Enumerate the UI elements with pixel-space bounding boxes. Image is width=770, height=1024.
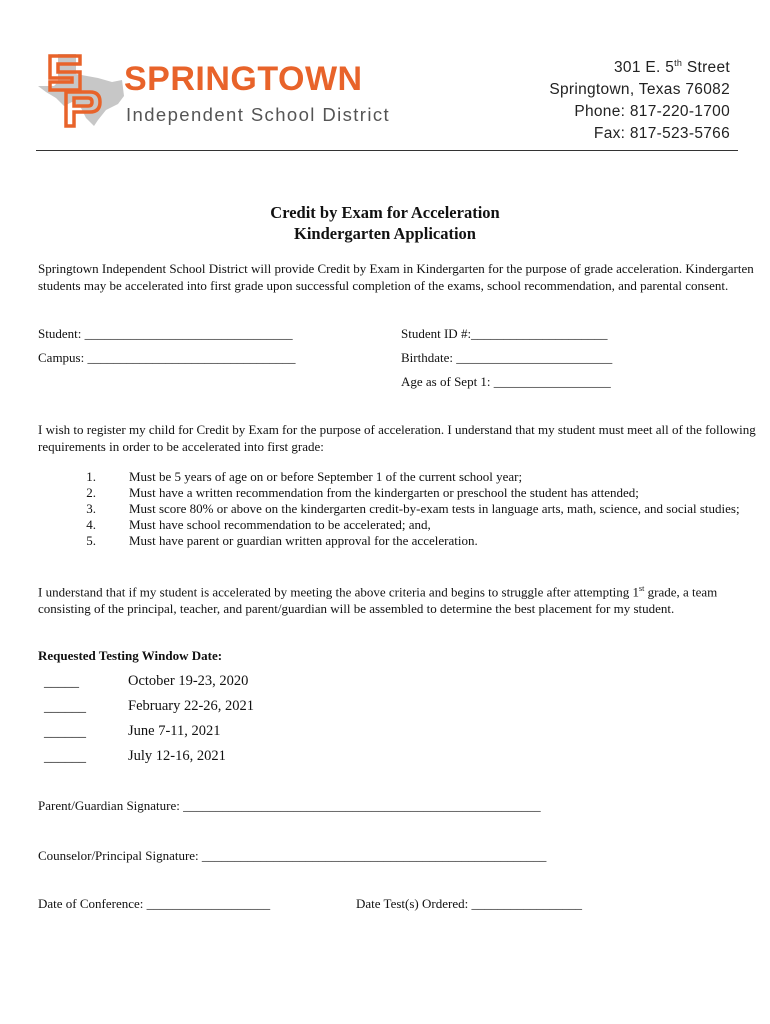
list-item: 2. Must have a written recommendation from the kindergarten or preschool the student has attended; [86, 485, 639, 500]
testing-window-heading: Requested Testing Window Date: [38, 648, 223, 663]
age-field[interactable]: Age as of Sept 1: __________________ [401, 374, 611, 389]
district-address [549, 52, 730, 145]
student-id-field[interactable]: Student ID #:_____________________ [401, 326, 608, 341]
list-item: 5. Must have parent or guardian written approval for the acceleration. [86, 533, 478, 548]
requirements-list [38, 469, 758, 549]
testing-window-checkbox-3[interactable]: ______ [44, 725, 86, 740]
title-line-1: Credit by Exam for Acceleration [270, 203, 500, 222]
logo-subtitle: Independent School District [126, 104, 391, 125]
list-item: 4. Must have school recommendation to be accelerated; and, [86, 517, 431, 532]
birthdate-field[interactable]: Birthdate: ________________________ [401, 350, 613, 365]
struggle-paragraph: I understand that if my student is accelerated by meeting the above criteria and begins to struggle after attempting 1st grade, a team consisting of the principal, teacher, and parent/guardian will be assembled to determine the best placement for my student. [38, 584, 718, 617]
testing-window-checkbox-2[interactable]: ______ [44, 700, 86, 715]
intro-paragraph: Springtown Independent School District will provide Credit by Exam in Kindergarten for the purpose of grade acceleration. Kindergarten students may be accelerated into first grade upon successful completion of the exams, school recommendation, and parental consent. [38, 261, 754, 293]
texas-star-logo-icon [36, 48, 136, 128]
counselor-signature-field[interactable]: Counselor/Principal Signature: _____________________________________________________ [38, 848, 547, 863]
conference-date-field[interactable]: Date of Conference: ___________________ [38, 896, 271, 911]
student-name-field[interactable]: Student: ________________________________ [38, 326, 293, 341]
address-city: Springtown, Texas 76082 [549, 81, 730, 99]
list-item: 3. Must score 80% or above on the kindergarten credit-by-exam tests in language arts, math, science, and social studies; [86, 501, 740, 516]
address-street: 301 E. 5th Street [613, 58, 730, 77]
testing-window-checkbox-1[interactable]: _____ [44, 675, 79, 690]
testing-window-date-1: October 19-23, 2020 [128, 673, 249, 689]
testing-window-date-3: June 7-11, 2021 [128, 723, 221, 739]
address-phone: Phone: 817-220-1700 [574, 103, 730, 121]
test-ordered-date-field[interactable]: Date Test(s) Ordered: _________________ [356, 896, 582, 911]
testing-window-date-2: February 22-26, 2021 [128, 698, 255, 714]
document-title [0, 202, 770, 244]
address-fax: Fax: 817-523-5766 [593, 125, 730, 143]
header-divider [36, 150, 738, 151]
campus-field[interactable]: Campus: ________________________________ [38, 350, 296, 365]
testing-window-checkbox-4[interactable]: ______ [44, 750, 86, 765]
district-logo [36, 48, 396, 128]
register-paragraph: I wish to register my child for Credit by Exam for the purpose of acceleration. I understand that my student must meet all of the following requirements in order to be accelerated into first grade: [38, 422, 756, 454]
title-line-2: Kindergarten Application [294, 224, 476, 243]
parent-signature-field[interactable]: Parent/Guardian Signature: _______________________________________________________ [38, 798, 541, 813]
logo-name: SPRINGTOWN [124, 60, 363, 98]
list-item: 1. Must be 5 years of age on or before September 1 of the current school year; [86, 469, 523, 484]
testing-window-date-4: July 12-16, 2021 [128, 748, 226, 764]
